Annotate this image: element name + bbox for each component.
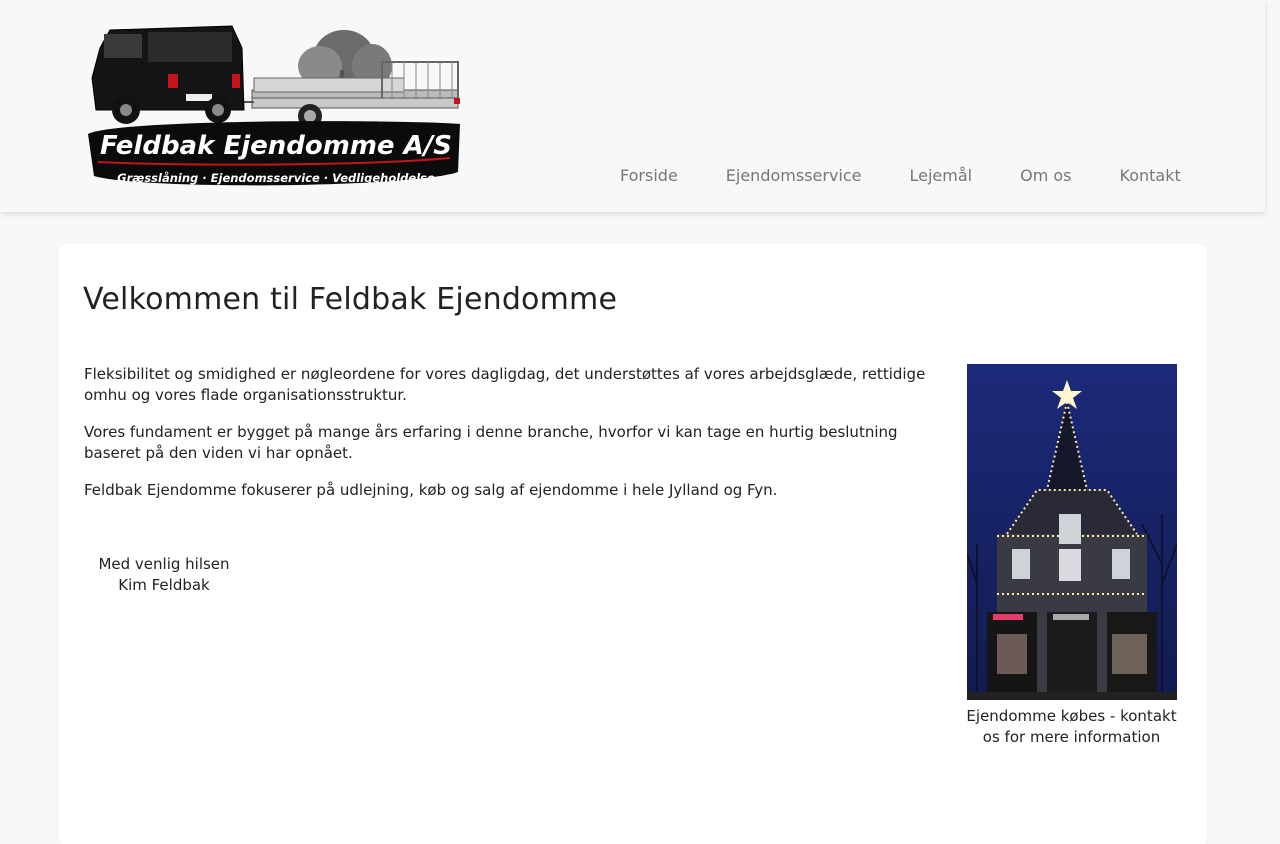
- signature-greeting: Med venlig hilsen: [98, 555, 230, 573]
- van-icon: [92, 26, 244, 124]
- signature: [84, 554, 244, 596]
- paragraph: Feldbak Ejendomme fokuserer på udlejning, køb og salg af ejendomme i hele Jylland og Fyn.: [84, 481, 778, 499]
- nav-item-om-os[interactable]: Om os: [1020, 166, 1072, 185]
- logo-tagline: Græsslåning · Ejendomsservice · Vedligeholdelse: [117, 171, 435, 185]
- paragraph: Fleksibilitet og smidighed er nøgleordene for vores dagligdag, det understøttes af vores arbejdsglæde, rettidige omhu og vores flade organisationsstruktur.: [84, 365, 926, 404]
- nav-item-ejendomsservice[interactable]: Ejendomsservice: [725, 166, 862, 185]
- content-card: [59, 244, 1207, 844]
- intro-text: [84, 364, 944, 517]
- page-title: Velkommen til Feldbak Ejendomme: [83, 282, 618, 317]
- building-photo[interactable]: [967, 364, 1177, 700]
- nav-item-forside[interactable]: Forside: [620, 166, 678, 185]
- logo-banner: [88, 121, 460, 185]
- site-header: [0, 0, 1265, 212]
- nav-item-lejemaal[interactable]: Lejemål: [909, 166, 973, 185]
- promo-figure: [959, 364, 1184, 748]
- paragraph: Vores fundament er bygget på mange års erfaring i denne branche, hvorfor vi kan tage en hurtig beslutning baseret på den viden vi har opnået.: [84, 423, 898, 462]
- nav-item-kontakt[interactable]: Kontakt: [1119, 166, 1181, 185]
- photo-caption: Ejendomme købes - kontakt os for mere information: [966, 707, 1177, 746]
- company-logo[interactable]: [82, 18, 464, 192]
- main-nav: [596, 164, 1205, 188]
- signature-name: Kim Feldbak: [118, 576, 210, 594]
- logo-title: Feldbak Ejendomme A/S: [100, 131, 452, 161]
